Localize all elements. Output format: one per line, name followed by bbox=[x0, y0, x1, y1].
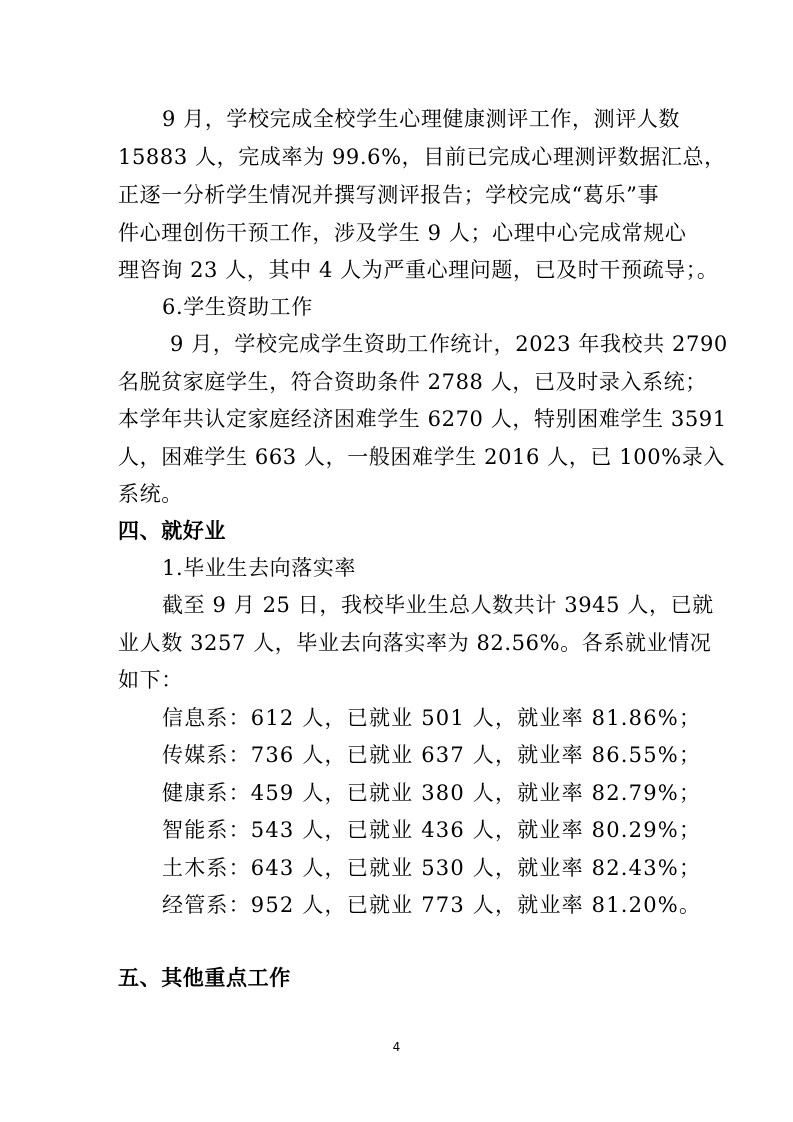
psych-paragraph-line: 9 月，学校完成全校学生心理健康测评工作，测评人数 bbox=[162, 107, 681, 131]
employment-paragraph-line: 如下： bbox=[118, 668, 183, 692]
department-stat: 信息系：612 人，已就业 501 人，就业率 81.86%； bbox=[162, 706, 702, 730]
psych-paragraph-line: 件心理创伤干预工作，涉及学生 9 人；心理中心完成常规心 bbox=[118, 221, 687, 245]
aid-paragraph-line: 9 月，学校完成学生资助工作统计，2023 年我校共 2790 bbox=[170, 332, 728, 356]
aid-paragraph-line: 本学年共认定家庭经济困难学生 6270 人，特别困难学生 3591 bbox=[118, 407, 727, 431]
psych-paragraph-line: 15883 人，完成率为 99.6%，目前已完成心理测评数据汇总， bbox=[118, 145, 726, 169]
department-stat: 土木系：643 人，已就业 530 人，就业率 82.43%； bbox=[162, 856, 702, 880]
department-stat: 智能系：543 人，已就业 436 人，就业率 80.29%； bbox=[162, 818, 702, 842]
other-work-heading: 五、其他重点工作 bbox=[118, 966, 291, 990]
employment-subheading: 1.毕业生去向落实率 bbox=[162, 556, 357, 580]
employment-heading: 四、就好业 bbox=[118, 519, 226, 543]
department-stat: 经管系：952 人，已就业 773 人，就业率 81.20%。 bbox=[162, 893, 702, 917]
psych-paragraph-line: 正逐一分析学生情况并撰写测评报告；学校完成“葛乐”事 bbox=[118, 183, 660, 207]
aid-paragraph-line: 人，困难学生 663 人，一般困难学生 2016 人，已 100%录入 bbox=[118, 445, 725, 469]
psych-paragraph-line: 理咨询 23 人，其中 4 人为严重心理问题，已及时干预疏导；。 bbox=[118, 258, 719, 282]
aid-heading: 6.学生资助工作 bbox=[162, 295, 313, 319]
employment-paragraph-line: 截至 9 月 25 日，我校毕业生总人数共计 3945 人，已就 bbox=[162, 593, 714, 617]
aid-paragraph-line: 系统。 bbox=[118, 482, 183, 506]
department-stat: 健康系：459 人，已就业 380 人，就业率 82.79%； bbox=[162, 781, 702, 805]
aid-paragraph-line: 名脱贫家庭学生，符合资助条件 2788 人，已及时录入系统； bbox=[118, 370, 707, 394]
page-number: 4 bbox=[392, 1040, 401, 1054]
department-stat: 传媒系：736 人，已就业 637 人，就业率 86.55%； bbox=[162, 743, 702, 767]
employment-paragraph-line: 业人数 3257 人，毕业去向落实率为 82.56%。各系就业情况 bbox=[118, 631, 712, 655]
